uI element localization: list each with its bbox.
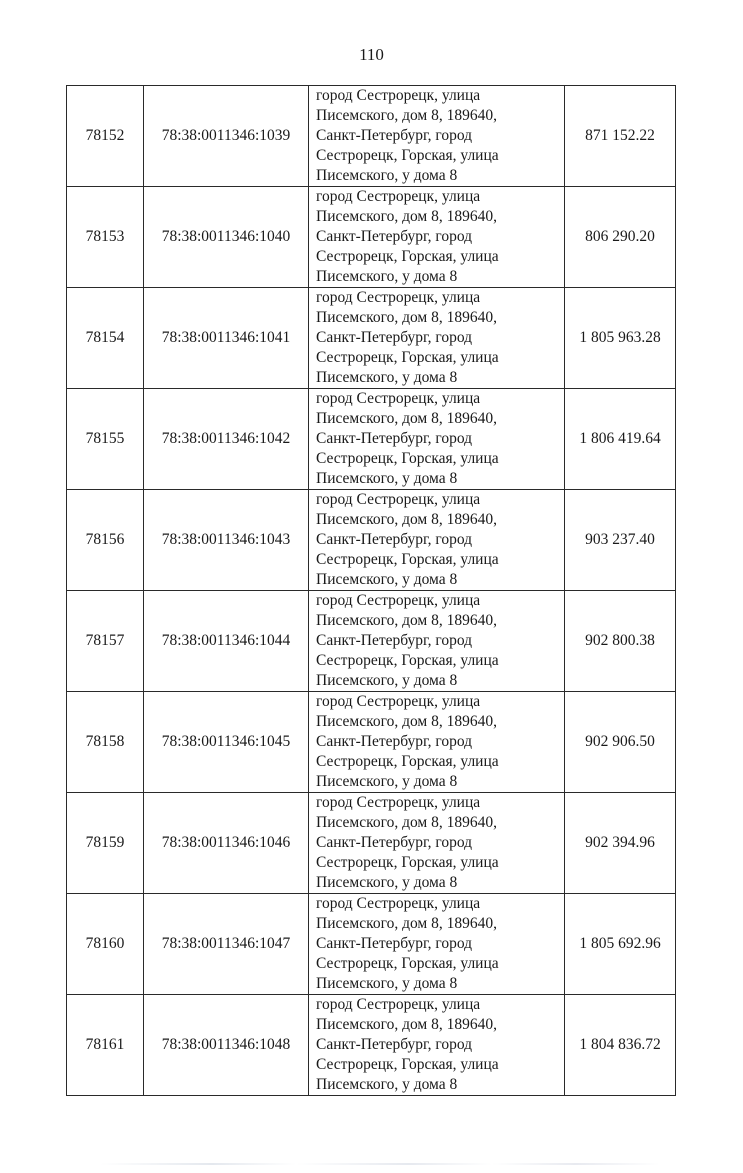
table-body — [67, 86, 676, 1096]
table-row — [67, 995, 676, 1096]
cadastral-number-cell: 78:38:0011346:1047 — [144, 894, 309, 995]
address-line: Санкт-Петербург, город — [316, 531, 473, 548]
cadastral-value-cell: 1 804 836.72 — [565, 995, 676, 1096]
address-line: Писемского, дом 8, 189640, — [316, 915, 497, 932]
scan-artifact — [100, 1163, 660, 1165]
cadastral-value-cell: 902 394.96 — [565, 793, 676, 894]
address-line: Писемского, дом 8, 189640, — [316, 107, 497, 124]
row-number-cell: 78154 — [67, 288, 144, 389]
row-number-cell: 78156 — [67, 490, 144, 591]
table-row — [67, 692, 676, 793]
row-number-cell: 78159 — [67, 793, 144, 894]
address-line: Сестрорецк, Горская, улица — [316, 450, 499, 467]
address-line: Писемского, у дома 8 — [316, 672, 458, 689]
address-line: Сестрорецк, Горская, улица — [316, 854, 499, 871]
cadastral-value-cell: 806 290.20 — [565, 187, 676, 288]
address-cell — [309, 86, 565, 187]
address-line: город Сестрорецк, улица — [316, 87, 481, 104]
table-row — [67, 894, 676, 995]
address-line: город Сестрорецк, улица — [316, 693, 481, 710]
address-cell — [309, 692, 565, 793]
address-line: Писемского, у дома 8 — [316, 975, 458, 992]
address-line: Сестрорецк, Горская, улица — [316, 955, 499, 972]
table-row — [67, 86, 676, 187]
cadastral-value-cell: 871 152.22 — [565, 86, 676, 187]
address-line: Писемского, дом 8, 189640, — [316, 309, 497, 326]
address-line: Санкт-Петербург, город — [316, 228, 473, 245]
cadastral-number-cell: 78:38:0011346:1042 — [144, 389, 309, 490]
address-line: Писемского, дом 8, 189640, — [316, 410, 497, 427]
address-line: Писемского, дом 8, 189640, — [316, 1016, 497, 1033]
address-line: Санкт-Петербург, город — [316, 329, 473, 346]
cadastral-number-cell: 78:38:0011346:1040 — [144, 187, 309, 288]
address-line: город Сестрорецк, улица — [316, 794, 481, 811]
address-line: Сестрорецк, Горская, улица — [316, 147, 499, 164]
cadastral-value-cell: 1 806 419.64 — [565, 389, 676, 490]
address-line: Писемского, дом 8, 189640, — [316, 208, 497, 225]
property-table — [66, 85, 676, 1096]
cadastral-number-cell: 78:38:0011346:1046 — [144, 793, 309, 894]
address-line: город Сестрорецк, улица — [316, 996, 481, 1013]
address-line: Санкт-Петербург, город — [316, 935, 473, 952]
cadastral-value-cell: 1 805 963.28 — [565, 288, 676, 389]
address-line: Писемского, дом 8, 189640, — [316, 713, 497, 730]
row-number-cell: 78157 — [67, 591, 144, 692]
address-line: Санкт-Петербург, город — [316, 733, 473, 750]
address-cell — [309, 793, 565, 894]
cadastral-number-cell: 78:38:0011346:1045 — [144, 692, 309, 793]
address-line: Писемского, дом 8, 189640, — [316, 511, 497, 528]
address-line: Писемского, дом 8, 189640, — [316, 612, 497, 629]
address-line: город Сестрорецк, улица — [316, 491, 481, 508]
address-line: город Сестрорецк, улица — [316, 895, 481, 912]
address-cell — [309, 288, 565, 389]
row-number-cell: 78158 — [67, 692, 144, 793]
address-line: Сестрорецк, Горская, улица — [316, 652, 499, 669]
address-line: Писемского, у дома 8 — [316, 268, 458, 285]
address-line: Санкт-Петербург, город — [316, 1036, 473, 1053]
address-line: Санкт-Петербург, город — [316, 834, 473, 851]
cadastral-number-cell: 78:38:0011346:1044 — [144, 591, 309, 692]
address-cell — [309, 894, 565, 995]
cadastral-value-cell: 902 906.50 — [565, 692, 676, 793]
address-line: Писемского, у дома 8 — [316, 470, 458, 487]
address-line: Санкт-Петербург, город — [316, 127, 473, 144]
address-line: Писемского, у дома 8 — [316, 167, 458, 184]
address-line: Сестрорецк, Горская, улица — [316, 1056, 499, 1073]
table-row — [67, 389, 676, 490]
table-row — [67, 187, 676, 288]
cadastral-value-cell: 902 800.38 — [565, 591, 676, 692]
address-line: Санкт-Петербург, город — [316, 632, 473, 649]
address-line: город Сестрорецк, улица — [316, 592, 481, 609]
table-row — [67, 288, 676, 389]
row-number-cell: 78155 — [67, 389, 144, 490]
cadastral-number-cell: 78:38:0011346:1048 — [144, 995, 309, 1096]
address-cell — [309, 389, 565, 490]
address-line: Писемского, дом 8, 189640, — [316, 814, 497, 831]
cadastral-value-cell: 1 805 692.96 — [565, 894, 676, 995]
address-line: Писемского, у дома 8 — [316, 874, 458, 891]
address-line: город Сестрорецк, улица — [316, 188, 481, 205]
address-cell — [309, 187, 565, 288]
address-line: Сестрорецк, Горская, улица — [316, 551, 499, 568]
row-number-cell: 78153 — [67, 187, 144, 288]
cadastral-number-cell: 78:38:0011346:1039 — [144, 86, 309, 187]
cadastral-number-cell: 78:38:0011346:1043 — [144, 490, 309, 591]
cadastral-number-cell: 78:38:0011346:1041 — [144, 288, 309, 389]
cadastral-value-cell: 903 237.40 — [565, 490, 676, 591]
row-number-cell: 78160 — [67, 894, 144, 995]
row-number-cell: 78152 — [67, 86, 144, 187]
address-line: Сестрорецк, Горская, улица — [316, 349, 499, 366]
address-line: Писемского, у дома 8 — [316, 571, 458, 588]
address-cell — [309, 995, 565, 1096]
address-line: город Сестрорецк, улица — [316, 390, 481, 407]
address-cell — [309, 490, 565, 591]
page-number: 110 — [359, 45, 384, 64]
table-row — [67, 490, 676, 591]
address-line: Сестрорецк, Горская, улица — [316, 753, 499, 770]
table-row — [67, 591, 676, 692]
table-row — [67, 793, 676, 894]
address-line: Сестрорецк, Горская, улица — [316, 248, 499, 265]
address-cell — [309, 591, 565, 692]
address-line: Санкт-Петербург, город — [316, 430, 473, 447]
row-number-cell: 78161 — [67, 995, 144, 1096]
address-line: Писемского, у дома 8 — [316, 369, 458, 386]
address-line: Писемского, у дома 8 — [316, 1076, 458, 1093]
address-line: Писемского, у дома 8 — [316, 773, 458, 790]
address-line: город Сестрорецк, улица — [316, 289, 481, 306]
